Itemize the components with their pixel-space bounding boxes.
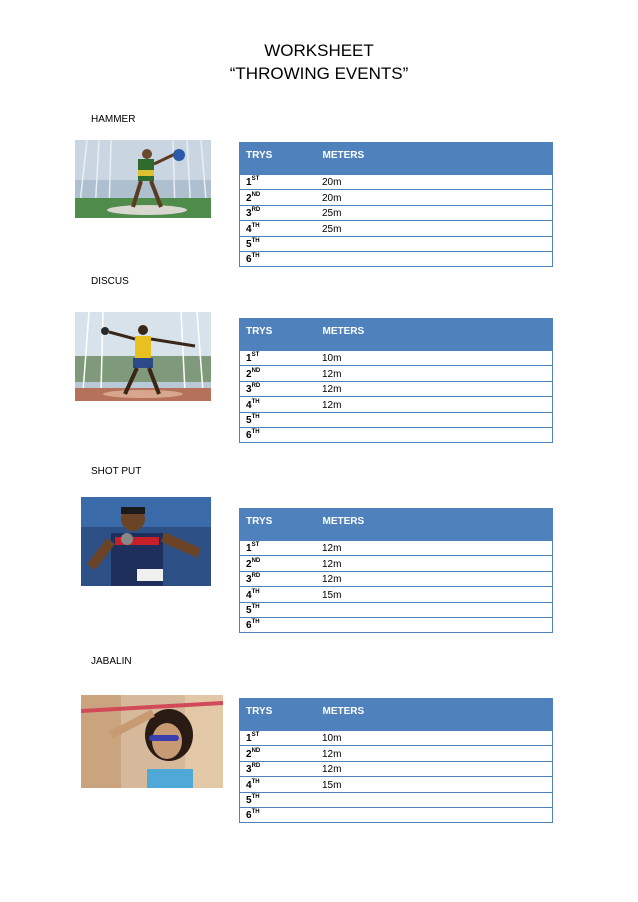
discus-score-table [239,318,553,443]
try-number-cell: 4TH [240,397,323,412]
col-meters-header: METERS [322,319,553,351]
try-number-cell: 6TH [240,807,323,822]
table-row [240,351,553,366]
col-meters-header: METERS [322,699,553,731]
meters-cell: 12m [322,746,553,761]
try-number-cell: 5TH [240,602,323,617]
try-number-cell: 6TH [240,617,323,632]
try-number-cell: 4TH [240,777,323,792]
try-number-cell: 2ND [240,366,323,381]
meters-cell: 12m [322,397,553,412]
table-row [240,571,553,586]
meters-cell [322,412,553,427]
worksheet-subtitle: “THROWING EVENTS” [229,64,409,83]
table-row [240,746,553,761]
meters-cell [322,792,553,807]
meters-cell: 25m [322,221,553,236]
col-trys-header: TRYS [240,319,323,351]
col-trys-header: TRYS [240,143,323,175]
shot-put-photo [81,497,211,586]
table-row [240,251,553,266]
shot-put-score-table [239,508,553,633]
table-row [240,761,553,776]
table-row [240,731,553,746]
meters-cell [322,251,553,266]
try-number-cell: 3RD [240,381,323,396]
try-number-cell: 4TH [240,221,323,236]
section-label-discus: DISCUS [91,276,129,287]
try-number-cell: 4TH [240,587,323,602]
col-meters-header: METERS [322,143,553,175]
section-label-jabalin: JABALIN [91,656,132,667]
try-number-cell: 3RD [240,205,323,220]
table-row [240,541,553,556]
table-row [240,427,553,442]
table-row [240,221,553,236]
meters-cell [322,807,553,822]
hammer-throw-photo [75,140,211,218]
table-row [240,602,553,617]
table-row [240,190,553,205]
meters-cell: 15m [322,777,553,792]
table-row [240,412,553,427]
try-number-cell: 2ND [240,190,323,205]
col-trys-header: TRYS [240,699,323,731]
try-number-cell: 6TH [240,251,323,266]
col-trys-header: TRYS [240,509,323,541]
meters-cell: 12m [322,571,553,586]
try-number-cell: 1ST [240,175,323,190]
col-meters-header: METERS [322,509,553,541]
meters-cell: 12m [322,556,553,571]
meters-cell: 10m [322,351,553,366]
try-number-cell: 5TH [240,236,323,251]
try-number-cell: 3RD [240,761,323,776]
javelin-throw-photo [81,695,223,788]
try-number-cell: 5TH [240,412,323,427]
jabalin-score-table [239,698,553,823]
meters-cell [322,617,553,632]
try-number-cell: 5TH [240,792,323,807]
table-row [240,205,553,220]
table-row [240,777,553,792]
table-row [240,556,553,571]
try-number-cell: 2ND [240,746,323,761]
try-number-cell: 1ST [240,351,323,366]
try-number-cell: 6TH [240,427,323,442]
table-row [240,236,553,251]
try-number-cell: 3RD [240,571,323,586]
table-row [240,397,553,412]
try-number-cell: 1ST [240,541,323,556]
section-label-shot-put: SHOT PUT [91,466,142,477]
table-row [240,366,553,381]
table-row [240,381,553,396]
meters-cell [322,427,553,442]
table-row [240,792,553,807]
meters-cell: 12m [322,381,553,396]
meters-cell: 25m [322,205,553,220]
meters-cell: 12m [322,366,553,381]
meters-cell [322,602,553,617]
meters-cell [322,236,553,251]
table-row [240,617,553,632]
meters-cell: 20m [322,190,553,205]
table-row [240,587,553,602]
discus-throw-photo [75,312,211,401]
try-number-cell: 2ND [240,556,323,571]
section-label-hammer: HAMMER [91,114,136,125]
meters-cell: 20m [322,175,553,190]
meters-cell: 12m [322,761,553,776]
meters-cell: 15m [322,587,553,602]
meters-cell: 12m [322,541,553,556]
hammer-score-table [239,142,553,267]
try-number-cell: 1ST [240,731,323,746]
meters-cell: 10m [322,731,553,746]
worksheet-title: WORKSHEET [264,41,374,60]
table-row [240,807,553,822]
table-row [240,175,553,190]
